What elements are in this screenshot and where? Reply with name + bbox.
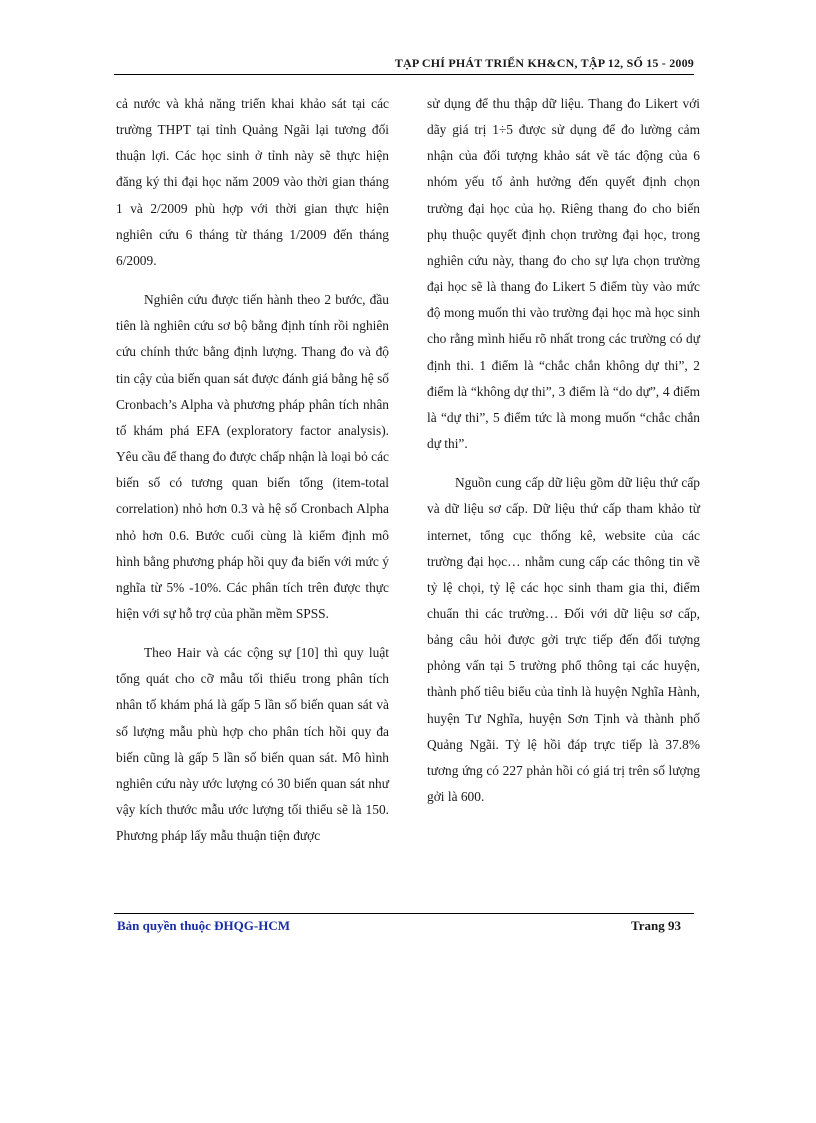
paragraph: cả nước và khả năng triển khai khảo sát tại các trường THPT tại tỉnh Quảng Ngãi lại tương đối thuận lợi. Các học sinh ở tỉnh này sẽ thực hiện đăng ký thi đại học năm 2009 vào thời gian tháng 1 và 2/2009 phù hợp với thời gian thực hiện nghiên cứu 6 tháng từ tháng 1/2009 đến tháng 6/2009. [116, 96, 389, 268]
header-divider [114, 74, 694, 75]
page-number: Trang 93 [631, 918, 681, 933]
paragraph: Nghiên cứu được tiến hành theo 2 bước, đầu tiên là nghiên cứu sơ bộ bằng định tính rồi nghiên cứu chính thức bằng định lượng. Thang đo và độ tin cậy của biến quan sát được đánh giá bằng hệ số Cronbach’s Alpha và phương pháp phân tích nhân tố khám phá EFA (exploratory factor analysis). Yêu cầu để thang đo được chấp nhận là loại bỏ các biến số có tương quan biến tổng (item-total correlation) nhỏ hơn 0.3 và hệ số Cronbach Alpha nhỏ hơn 0.6. Bước cuối cùng là kiểm định mô hình bằng phương pháp hồi quy đa biến với mức ý nghĩa từ 5% -10%. Các phân tích trên được thực hiện với sự hỗ trợ của phần mềm SPSS. [116, 292, 389, 621]
left-column [116, 91, 389, 862]
paragraph: Theo Hair và các cộng sự [10] thì quy luật tổng quát cho cỡ mẫu tối thiểu trong phân tích nhân tố khám phá là gấp 5 lần số biến quan sát và số lượng mẫu phù hợp cho phân tích hồi quy đa biến cũng là gấp 5 lần số biến quan sát. Mô hình nghiên cứu này ước lượng có 30 biến quan sát như vậy kích thước mẫu ước lượng tối thiểu sẽ là 150. Phương pháp lấy mẫu thuận tiện được [116, 645, 389, 844]
paragraph: sử dụng để thu thập dữ liệu. Thang đo Likert với dãy giá trị 1÷5 được sử dụng để đo lường cảm nhận của đối tượng khảo sát về tác động của 6 nhóm yếu tố ảnh hưởng đến quyết định chọn trường đại học của họ. Riêng thang đo cho biến phụ thuộc quyết định chọn trường đại học, trong nghiên cứu này, thang đo cho sự lựa chọn trường đại học sẽ là thang đo Likert 5 điểm tùy vào mức độ mong muốn thi vào trường đại học mà học sinh cho rằng mình hiểu rõ nhất trong các trường có dự định thi. 1 điểm là “chắc chắn không dự thi”, 2 điểm là “không dự thi”, 3 điểm là “do dự”, 4 điểm là “dự thi”, 5 điểm tức là mong muốn “chắc chắn dự thi”. [427, 96, 700, 452]
journal-header: TẠP CHÍ PHÁT TRIỂN KH&CN, TẬP 12, SỐ 15 - 2009 [394, 56, 694, 70]
copyright-notice: Bản quyền thuộc ĐHQG-HCM [117, 918, 290, 933]
paragraph: Nguồn cung cấp dữ liệu gồm dữ liệu thứ cấp và dữ liệu sơ cấp. Dữ liệu thứ cấp tham khảo từ internet, tổng cục thống kê, website của các trường đại học… nhằm cung cấp các thông tin về tỷ lệ chọi, tỷ lệ các học sinh tham gia thi, điểm chuẩn thi các trường… Đối với dữ liệu sơ cấp, bảng câu hỏi được gởi trực tiếp đến đối tượng phỏng vấn tại 5 trường phổ thông tại các huyện, thành phố tiêu biểu của tỉnh là huyện Nghĩa Hành, huyện Tư Nghĩa, huyện Sơn Tịnh và thành phố Quảng Ngãi. Tỷ lệ hồi đáp trực tiếp là 37.8% tương ứng có 227 phản hồi có giá trị trên số lượng gởi là 600. [427, 475, 700, 805]
footer-divider [114, 913, 694, 914]
right-column [427, 91, 700, 823]
